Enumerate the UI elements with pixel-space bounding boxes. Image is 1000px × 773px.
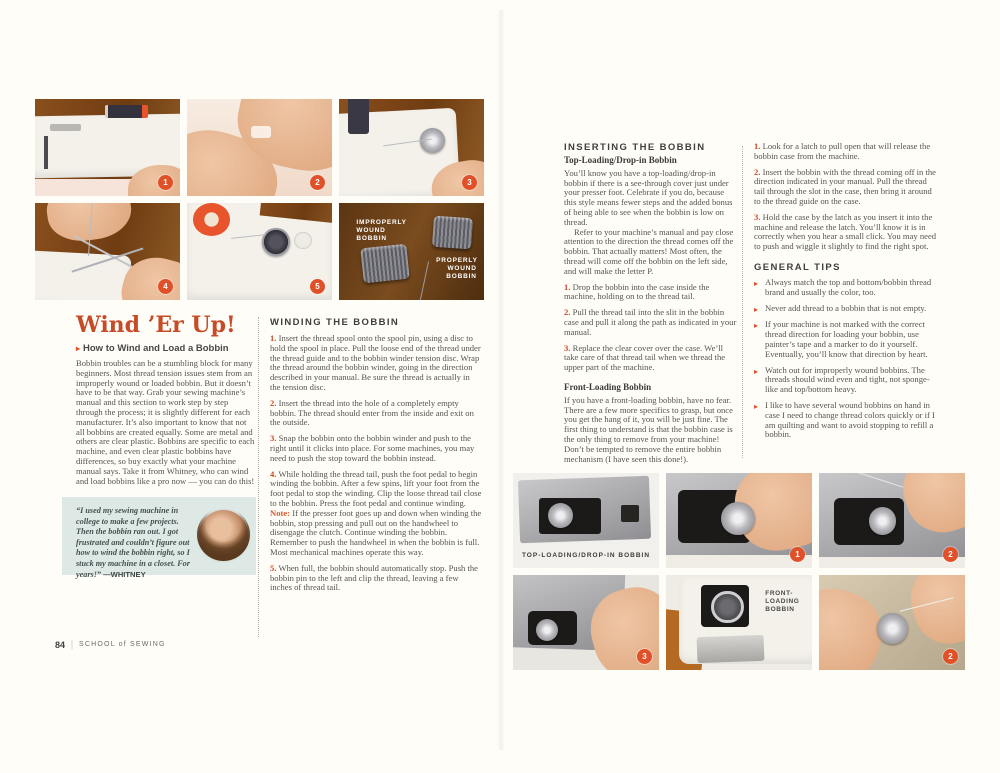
step-text: Drop the bobbin into the case inside the machine, holding on to the thread tail.: [564, 281, 710, 302]
photo-badge: 3: [462, 175, 477, 190]
winding-step: [270, 334, 482, 393]
photo-badge: 4: [158, 279, 173, 294]
step-number: 1.: [270, 333, 277, 343]
hand: [903, 575, 965, 651]
photo-badge: 2: [943, 649, 958, 664]
step-number: 5.: [270, 562, 277, 573]
front-loading-step: [754, 142, 938, 162]
thread-spool: [105, 105, 149, 119]
bobbin: [548, 503, 573, 528]
winding-step: [270, 434, 482, 463]
bobbin-case: [877, 613, 908, 644]
photo-badge: 2: [943, 547, 958, 562]
arrow-marker-icon: ▸: [754, 278, 759, 288]
tip-text: Always match the top and bottom/bobbin thread brand and usually the color, too.: [765, 276, 932, 297]
photo-clipping-thread: [35, 203, 180, 300]
bobbin-case: [711, 591, 743, 623]
bobbin: [869, 507, 897, 535]
photo-badge: 1: [158, 175, 173, 190]
article-subtitle: [76, 343, 229, 354]
photo-wound-bobbin-comparison: [339, 203, 484, 300]
tip-item: [754, 304, 938, 315]
photo-badge: 2: [310, 175, 325, 190]
step-text: Hold the case by the latch as you insert it into the machine and release the latch. You’ll know it is in correctly when you hear a small click. You may need to push and wiggle it slightly to find the right spot.: [754, 211, 937, 252]
wood-background: [260, 203, 332, 225]
thread-spool: [193, 203, 231, 236]
clear-bobbin: [251, 126, 271, 138]
photo-badge: 3: [637, 649, 652, 664]
step-text: Insert the bobbin with the thread coming off in the direction indicated in your manual. Pull the thread tail through the slot in the case, then bring it around to the thread guide on the case.: [754, 166, 936, 206]
properly-wound-bobbin: [432, 215, 473, 249]
thread-guide: [50, 124, 82, 131]
bobbin: [536, 619, 558, 641]
inserting-step: [564, 283, 737, 303]
photo-badge: 1: [790, 547, 805, 562]
photo-thread-bobbin-case: [819, 575, 965, 670]
step-text: Replace the clear cover over the case. We’ll take care of that thread tail when we thread the upper part of the machine.: [564, 342, 726, 373]
hand: [893, 473, 965, 542]
step-number: 2.: [270, 397, 277, 408]
step-text: While holding the thread tail, push the foot pedal to begin winding the bobbin. After a few spins, lift your foot from the foot pedal to stop the winding. Clip the loose thread tail close to the bobbin. Press the foot pedal and continue winding.: [270, 468, 482, 508]
column-divider: [258, 317, 259, 637]
top-loading-subheading: Top-Loading/Drop-in Bobbin: [564, 155, 677, 165]
step-number: 2.: [564, 307, 571, 318]
tip-item: [754, 366, 938, 395]
tip-item: [754, 320, 938, 359]
front-loading-step: [754, 213, 938, 252]
arrow-marker-icon: ▸: [754, 321, 759, 331]
step-text: Pull the thread tail into the slit in the bobbin case and pull it along the path as indicated in your manual.: [564, 307, 737, 337]
front-loading-para1: If you have a front-loading bobbin, have no fear. There are a few more specifics to grasp, but once you get the hang of it, you will be just fine. The first thing to understand is that the bobbin case is the only thing to remove from your machine! Don’t be tempted to remove the entire bobbin mechanism (I have seen this done!).: [564, 394, 733, 464]
step-text: Snap the bobbin onto the bobbin winder and push to the right until it clicks into place. For some machines, you may need to push the stop toward the bobbin instead.: [270, 433, 475, 463]
improperly-wound-bobbin: [360, 243, 410, 283]
thread-line: [231, 234, 266, 239]
tip-text: Never add thread to a bobbin that is not empty.: [765, 302, 927, 313]
general-tips-heading: GENERAL TIPS: [754, 261, 841, 273]
inserting-photo-grid: [513, 473, 965, 670]
photo-replace-cover: [513, 575, 659, 670]
tip-text: If your machine is not marked with the correct thread direction for loading your bobbin, use painter’s tape and a marker to do it yourself. Eventually, you’ll know that direction by heart.: [765, 319, 928, 359]
step-number: 3.: [564, 342, 571, 353]
thread-line: [418, 262, 429, 300]
top-loading-caption: TOP-LOADING/DROP-IN BOBBIN: [521, 552, 651, 560]
winding-step: [270, 564, 482, 593]
step-text: Look for a latch to pull open that will release the bobbin case from the machine.: [754, 141, 931, 161]
page-footer: [55, 639, 166, 650]
step-number: 1.: [564, 281, 571, 292]
inserting-step: [564, 308, 737, 337]
inserting-section: [564, 142, 737, 464]
column-divider: [742, 146, 743, 458]
step-number: 1.: [754, 141, 761, 151]
winding-step: [270, 470, 482, 558]
quote-text: [76, 506, 194, 580]
step-number: 2.: [754, 166, 761, 177]
photo-front-loading-machine: [666, 575, 812, 670]
arrow-marker-icon: ▸: [754, 304, 759, 314]
quote-attribution: —WHITNEY: [103, 569, 146, 579]
step-text: Insert the thread spool onto the spool pin, using a disc to hold the spool in place. Pull the loose end of the thread under the thread guide and to the bobbin winder tension disc. Wrap the thread around the bobbin winder, going in the direction described in your manual. Be sure the thread is actually in the tension disc.: [270, 333, 481, 392]
step-text: Insert the thread into the hole of a completely empty bobbin. The thread should enter from the inside and exit on the outside.: [270, 397, 474, 428]
page-title: Wind ’Er Up!: [76, 312, 236, 338]
top-loading-para2: Refer to your machine’s manual and pay close attention to the direction the thread comes off the bobbin. That actually matters! Most often, the thread will come off the bobbin on the left side, and will make the letter P.: [564, 226, 734, 276]
photo-machine-top-view: [35, 99, 180, 196]
tip-item: [754, 278, 938, 298]
note-text: If the presser foot goes up and down when winding the bobbin, stop pressing and pull out on the handwheel to disengage the clutch. Continue winding the bobbin. Remember to push the handwheel in when the bobbin is full. Most mechanical machines operate this way.: [270, 507, 482, 557]
tip-text: I like to have several wound bobbins on hand in case I need to change thread colors quickly or if I am quilting and want to avoid stopping to refill a bobbin.: [765, 399, 935, 440]
page-number: 84: [55, 639, 66, 650]
open-flap: [696, 635, 764, 663]
bobbin-winder-stop: [294, 232, 311, 249]
note-label: Note:: [270, 507, 291, 518]
footer-separator: |: [71, 639, 74, 650]
subtitle-text: How to Wind and Load a Bobbin: [83, 343, 229, 354]
bobbin: [262, 228, 290, 256]
improper-label: IMPROPERLY WOUND BOBBIN: [356, 218, 407, 242]
front-loading-steps-and-tips: [754, 142, 938, 446]
photo-pull-thread-tail: [819, 473, 965, 568]
step-text: When full, the bobbin should automatically stop. Push the bobbin pin to the left and clip the thread, leaving a few inches of thread tail.: [270, 562, 478, 593]
avatar-whitney: [199, 510, 248, 559]
thread-spool: [348, 99, 370, 134]
intro-paragraph: Bobbin troubles can be a stumbling block for many beginners. Most thread tension issues stem from an improperly wound or loaded bobbin. But it doesn’t have to be that way. Grab your sewing machine’s manual and this section to work step by step through the process; it is slightly different for each manufacturer. It’s also important to know that not all bobbins are created equally. Some are metal and others are clear plastic. Bobbins are specific to each machine, and even clear plastic bobbins have differences, so buy exactly what your machine manual says. Take it from Whitney, who can wind and load bobbins like a pro now — you can do this!: [76, 358, 255, 486]
bobbin: [721, 502, 755, 536]
photo-top-loading-plate: [513, 473, 659, 568]
front-loading-step: [754, 168, 938, 207]
inserting-step: [564, 344, 737, 373]
lever: [44, 136, 48, 169]
tip-item: [754, 401, 938, 440]
step-number: 4.: [270, 468, 277, 479]
proper-label: PROPERLY WOUND BOBBIN: [436, 256, 478, 280]
front-loading-subheading: Front-Loading Bobbin: [564, 381, 652, 392]
book-title: SCHOOL of SEWING: [79, 641, 166, 648]
winding-steps-photo-grid: [35, 99, 484, 300]
top-loading-para1: You’ll know you have a top-loading/drop-in bobbin if there is a see-through cover just under your presser foot. Celebrate if you do, because this style means fewer steps and the added bonus of being able to see when the bobbin is low on thread.: [564, 167, 733, 227]
winding-step: [270, 399, 482, 428]
winding-heading: WINDING THE BOBBIN: [270, 317, 400, 328]
photo-drop-bobbin-in: [666, 473, 812, 568]
tip-text: Watch out for improperly wound bobbins. The threads should wind even and tight, not sponge-like and top/bottom heavy.: [765, 364, 930, 395]
photo-badge: 5: [310, 279, 325, 294]
whitney-quote-box: [62, 497, 256, 579]
winding-section: [270, 317, 482, 599]
arrow-marker-icon: ▸: [754, 401, 759, 411]
page-gutter-shadow: [497, 10, 505, 750]
front-loading-caption: FRONT-LOADING BOBBIN: [765, 590, 800, 614]
quote-body: “I used my sewing machine in college to make a few projects. Then the bobbin ran out. I got frustrated and couldn’t figure out how to wind the bobbin right, so I stuck my machine in a closet. For years!”: [76, 506, 190, 579]
photo-winding-full-bobbin: [187, 203, 332, 300]
inserting-heading: INSERTING THE BOBBIN: [564, 142, 706, 153]
plate-slot: [621, 505, 639, 522]
step-number: 3.: [270, 433, 277, 444]
photo-bobbin-on-winder: [339, 99, 484, 196]
step-number: 3.: [754, 211, 761, 222]
arrow-marker-icon: ▸: [754, 366, 759, 376]
avatar-hair: [197, 508, 250, 561]
arrow-marker-icon: ▸: [76, 344, 81, 353]
photo-threading-bobbin-hole: [187, 99, 332, 196]
